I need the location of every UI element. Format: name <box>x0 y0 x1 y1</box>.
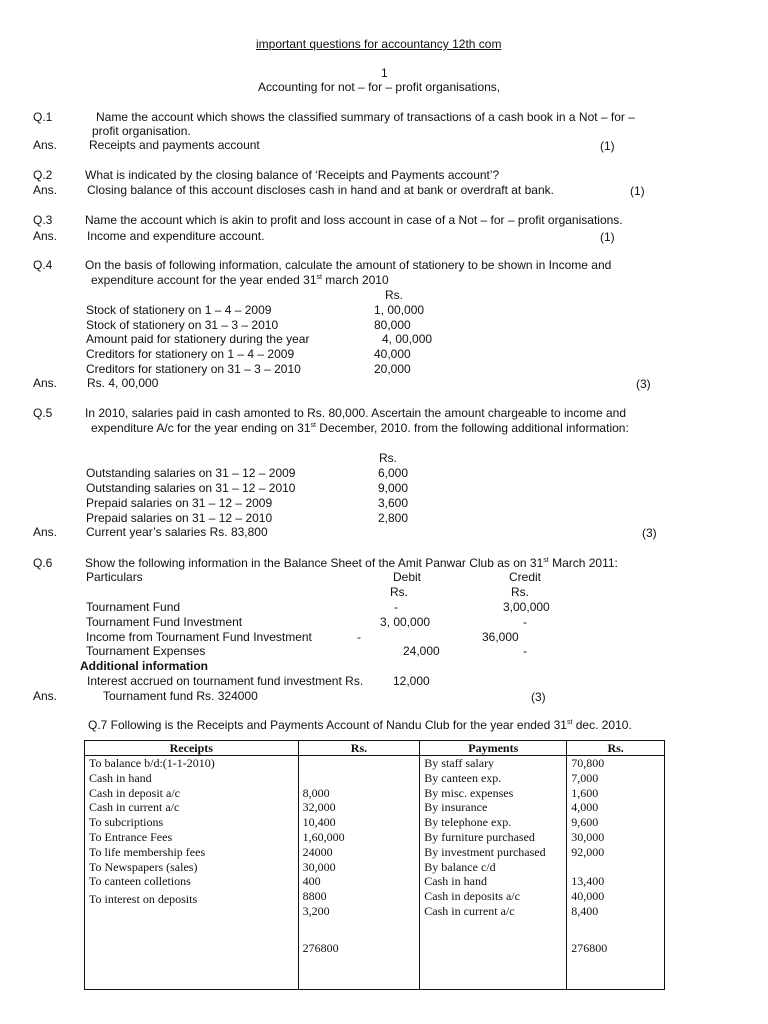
q6-debit-rs: Rs. <box>390 585 408 599</box>
payments-total: 276800 <box>571 940 608 955</box>
payment-amount: 1,600 <box>571 785 599 800</box>
q1-ans-label: Ans. <box>33 138 58 152</box>
payment-item: Cash in current a/c <box>424 903 515 918</box>
receipt-amount: 24000 <box>302 844 333 859</box>
receipt-amount <box>303 756 416 771</box>
q6-row-debit: - <box>394 600 398 614</box>
payment-amount: 7,000 <box>571 770 599 785</box>
q6-row-credit: 3,00,000 <box>503 600 550 614</box>
payment-item: By misc. expenses <box>424 785 514 800</box>
q4-item-label: Stock of stationery on 31 – 3 – 2010 <box>86 318 279 332</box>
q6-answer: Tournament fund Rs. 324000 <box>103 689 258 703</box>
q6-additional-value: 12,000 <box>393 674 430 688</box>
payment-amount: 30,000 <box>571 829 605 844</box>
table-body-row <box>85 756 665 990</box>
q2-answer: Closing balance of this account discloses cash in hand and at bank or overdraft at bank. <box>87 183 554 197</box>
payment-item: Cash in deposits a/c <box>424 889 520 904</box>
payment-amount: 40,000 <box>571 889 605 904</box>
q5-item-label: Outstanding salaries on 31 – 12 – 2010 <box>86 481 296 495</box>
q4-item-label: Creditors for stationery on 31 – 3 – 2010 <box>86 362 301 376</box>
q6-additional-heading: Additional information <box>80 659 208 673</box>
q4-item-value: 4, 00,000 <box>382 332 433 346</box>
q5-question: In 2010, salaries paid in cash amonted to Rs. 80,000. Ascertain the amount chargeable to income and <box>85 406 627 420</box>
payment-amount <box>571 860 660 875</box>
q5-answer: Current year’s salaries Rs. 83,800 <box>86 525 268 539</box>
q1-label: Q.1 <box>33 110 53 124</box>
receipt-item: To interest on deposits <box>89 892 198 907</box>
payment-item: By insurance <box>424 800 488 815</box>
q6-credit-heading: Credit <box>509 570 542 584</box>
receipt-amount: 30,000 <box>302 859 336 874</box>
receipts-payments-table <box>84 740 665 990</box>
receipts-rs-header: Rs. <box>298 741 420 756</box>
q6-row-credit: 36,000 <box>482 630 519 644</box>
q6-credit-rs: Rs. <box>511 585 529 599</box>
q5-marks: (3) <box>642 526 657 540</box>
q5-item-label: Prepaid salaries on 31 – 12 – 2010 <box>86 511 273 525</box>
q5-item-label: Prepaid salaries on 31 – 12 – 2009 <box>86 496 273 510</box>
receipt-item: To life membership fees <box>89 844 206 859</box>
q6-debit-heading: Debit <box>393 570 422 584</box>
q2-marks: (1) <box>630 184 645 198</box>
payment-amount: 92,000 <box>571 844 605 859</box>
q6-row-credit: - <box>523 615 527 629</box>
receipt-amount: 10,400 <box>302 815 336 830</box>
q7-question: Q.7 Following is the Receipts and Payments Account of Nandu Club for the year ended 31st dec. 2010. <box>88 718 632 732</box>
q6-row-debit: - <box>357 630 361 644</box>
q6-label: Q.6 <box>33 556 53 570</box>
payment-item: By balance c/d <box>424 859 496 874</box>
q6-question: Show the following information in the Balance Sheet of the Amit Panwar Club as on 31st March 2011: <box>85 556 618 570</box>
q5-item-value: 9,000 <box>378 481 409 495</box>
payment-item: By telephone exp. <box>424 815 512 830</box>
q4-answer: Rs. 4, 00,000 <box>87 376 159 390</box>
receipt-item: Cash in hand <box>89 770 152 785</box>
q4-question: On the basis of following information, calculate the amount of stationery to be shown in Income and <box>85 258 612 272</box>
q6-row-label: Tournament Fund Investment <box>86 615 243 629</box>
q6-particulars-heading: Particulars <box>86 570 143 584</box>
q1-answer: Receipts and payments account <box>89 138 260 152</box>
q3-ans-label: Ans. <box>33 229 58 243</box>
q2-ans-label: Ans. <box>33 183 58 197</box>
table-header-row <box>85 741 665 756</box>
payments-rs-header: Rs. <box>567 741 665 756</box>
receipts-amount-column <box>298 756 420 990</box>
receipt-amount: 8,000 <box>302 785 330 800</box>
q1-question: Name the account which shows the classified summary of transactions of a cash book in a Not – for – <box>96 110 635 124</box>
receipt-amount: 400 <box>302 874 321 889</box>
q5-item-value: 2,800 <box>378 511 409 525</box>
receipt-item: To canteen colletions <box>89 874 191 889</box>
receipts-column <box>85 756 299 990</box>
payment-amount: 70,800 <box>571 756 605 770</box>
q1-marks: (1) <box>600 139 615 153</box>
receipt-amount: 1,60,000 <box>302 829 345 844</box>
payment-item: By investment purchased <box>424 844 546 859</box>
q6-row-label: Income from Tournament Fund Investment <box>86 630 312 644</box>
q5-item-value: 3,600 <box>378 496 409 510</box>
q4-item-label: Stock of stationery on 1 – 4 – 2009 <box>86 303 272 317</box>
q4-item-value: 1, 00,000 <box>374 303 425 317</box>
q4-label: Q.4 <box>33 258 53 272</box>
q4-item-value: 40,000 <box>374 347 411 361</box>
receipt-item: Cash in deposit a/c <box>89 785 180 800</box>
q4-item-value: 20,000 <box>374 362 411 376</box>
payment-item: By staff salary <box>424 756 495 770</box>
q6-marks: (3) <box>531 690 546 704</box>
payment-item: By canteen exp. <box>424 770 502 785</box>
page-number: 1 <box>381 66 388 80</box>
q5-item-value: 6,000 <box>378 466 409 480</box>
q4-rs-heading: Rs. <box>385 288 403 302</box>
q3-question: Name the account which is akin to profit and loss account in case of a Not – for – profit organisations. <box>85 213 623 227</box>
page-title: important questions for accountancy 12th com <box>256 37 502 51</box>
q4-question-cont: expenditure account for the year ended 31st march 2010 <box>91 273 389 287</box>
q5-ans-label: Ans. <box>33 525 58 539</box>
q4-marks: (3) <box>636 377 651 391</box>
chapter-topic: Accounting for not – for – profit organisations, <box>258 80 501 94</box>
receipt-amount <box>303 771 416 786</box>
q5-question-cont: expenditure A/c for the year ending on 31st December, 2010. from the following additional information: <box>91 421 629 435</box>
payments-amount-column <box>567 756 665 990</box>
q4-ans-label: Ans. <box>33 376 58 390</box>
payments-header: Payments <box>420 741 567 756</box>
q6-additional-text: Interest accrued on tournament fund investment Rs. <box>87 674 364 688</box>
receipt-item: To subcriptions <box>89 815 164 830</box>
q1-question-cont: profit organisation. <box>92 124 191 138</box>
payment-item: Cash in hand <box>424 874 487 889</box>
q4-item-label: Creditors for stationery on 1 – 4 – 2009 <box>86 347 295 361</box>
receipt-amount: 32,000 <box>302 800 336 815</box>
q5-label: Q.5 <box>33 406 53 420</box>
receipts-total: 276800 <box>302 940 339 955</box>
payment-amount: 8,400 <box>571 903 599 918</box>
payment-item: By furniture purchased <box>424 829 535 844</box>
q3-label: Q.3 <box>33 213 53 227</box>
receipt-item: Cash in current a/c <box>89 800 180 815</box>
q6-row-debit: 3, 00,000 <box>380 615 431 629</box>
q2-question: What is indicated by the closing balance of ‘Receipts and Payments account’? <box>85 168 500 182</box>
payments-column <box>420 756 567 990</box>
receipt-amount: 8800 <box>302 889 327 904</box>
payment-amount: 4,000 <box>571 800 599 815</box>
receipt-item: To balance b/d:(1-1-2010) <box>89 756 215 770</box>
q4-item-label: Amount paid for stationery during the year <box>86 332 310 346</box>
receipts-header: Receipts <box>85 741 299 756</box>
receipt-item: To Entrance Fees <box>89 829 173 844</box>
q3-answer: Income and expenditure account. <box>87 229 265 243</box>
q5-rs-heading: Rs. <box>379 451 397 465</box>
q6-row-label: Tournament Expenses <box>86 644 206 658</box>
q6-ans-label: Ans. <box>33 689 58 703</box>
q4-item-value: 80,000 <box>374 318 411 332</box>
payment-amount: 13,400 <box>571 874 605 889</box>
q6-row-label: Tournament Fund <box>86 600 181 614</box>
q6-row-credit: - <box>523 644 527 658</box>
q3-marks: (1) <box>600 230 615 244</box>
q5-item-label: Outstanding salaries on 31 – 12 – 2009 <box>86 466 296 480</box>
receipt-amount: 3,200 <box>302 903 330 918</box>
receipt-item: To Newspapers (sales) <box>89 859 198 874</box>
payment-amount: 9,600 <box>571 815 599 830</box>
q6-row-debit: 24,000 <box>403 644 440 658</box>
q2-label: Q.2 <box>33 168 53 182</box>
